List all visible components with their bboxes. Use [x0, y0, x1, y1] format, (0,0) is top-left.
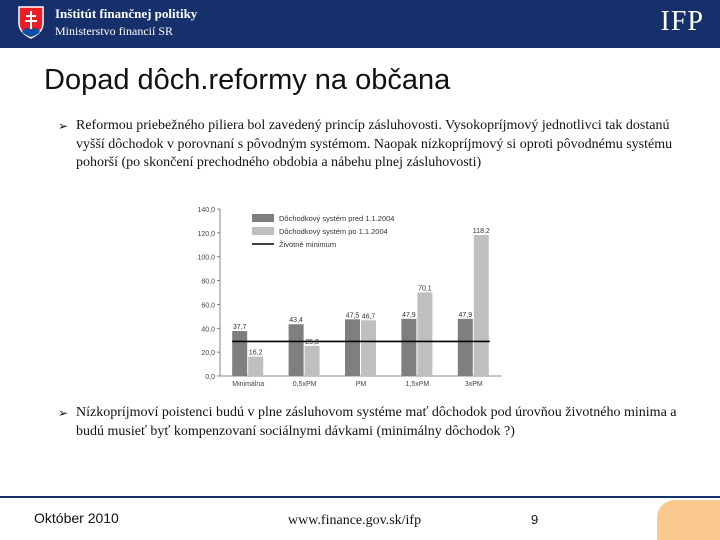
corner-decoration [657, 500, 720, 540]
data-label: 16,2 [248, 349, 263, 357]
ifp-logo: IFP [660, 6, 704, 37]
page-number: 9 [531, 512, 539, 527]
bar [232, 331, 247, 376]
y-tick-label: 80,0 [201, 278, 215, 286]
bar [417, 292, 432, 376]
data-label: 47,5 [345, 312, 360, 320]
x-tick-label: 3xPM [464, 381, 483, 388]
bar [248, 357, 263, 376]
x-tick-label: Minimálna [232, 381, 265, 388]
data-label: 43,4 [289, 317, 303, 325]
x-tick-label: 1,5xPM [405, 381, 430, 388]
data-label: 47,9 [402, 311, 416, 319]
bullet-item [58, 404, 688, 441]
legend-label: Dôchodkový systém pred 1.1.2004 [279, 214, 395, 223]
footer-date: Október 2010 [34, 510, 119, 526]
bar [401, 319, 416, 376]
y-tick-label: 100,0 [197, 254, 215, 262]
footer-url[interactable]: www.finance.gov.sk/ifp [288, 513, 422, 528]
pension-chart [190, 200, 510, 400]
x-tick-label: PM [355, 381, 367, 388]
legend-label: Životné minimum [279, 240, 337, 249]
legend-swatch [252, 214, 274, 222]
legend-label: Dôchodkový systém po 1.1.2004 [279, 227, 388, 236]
institution-name: Inštitút finančnej politiky [55, 6, 198, 21]
data-label: 37,7 [232, 324, 247, 332]
y-tick-label: 20,0 [201, 350, 215, 358]
y-tick-label: 0,0 [205, 374, 215, 381]
y-tick-label: 40,0 [201, 326, 215, 334]
legend-swatch [252, 227, 274, 235]
ministry-name: Ministerstvo financií SR [55, 24, 173, 38]
y-tick-label: 140,0 [197, 207, 215, 214]
bullet-text: Nízkopríjmoví poistenci budú v plne zásluhovom systéme mať dôchodok pod úrovňou životného minima a budú musieť byť kompenzovaní sociálnymi dávkami (minimálny dôchodok ?) [76, 405, 677, 439]
bullet-item [58, 117, 688, 173]
y-tick-label: 60,0 [201, 302, 215, 310]
data-label: 46,7 [361, 313, 376, 321]
bar [345, 319, 360, 376]
x-tick-label: 0,5xPM [292, 381, 317, 388]
bar [458, 319, 473, 376]
footer-divider [0, 496, 720, 498]
data-label: 70,1 [418, 285, 432, 293]
bullet-text: Reformou priebežného piliera bol zavedený princíp zásluhovosti. Vysokopríjmový jednotlivci tak dostanú vyšší dôchodok v porovnaní s pôvodným systémom. Naopak nízkopríjmový si oproti pôvodnému systému pohorší (po skončení prechodného obdobia a nábehu plnej zásluhovosti) [76, 118, 673, 170]
slide-title: Dopad dôch.reformy na občana [44, 64, 451, 96]
header-bar [0, 0, 720, 48]
data-label: 25,3 [305, 338, 319, 346]
bar [361, 320, 376, 376]
data-label: 118,2 [472, 228, 490, 236]
slovak-coat-of-arms-icon [17, 5, 45, 39]
bar [289, 324, 304, 376]
arrow-bullet-icon: ➢ [58, 119, 69, 133]
y-tick-label: 120,0 [197, 230, 215, 238]
bar [474, 235, 489, 376]
data-label: 47,9 [458, 311, 473, 319]
arrow-bullet-icon: ➢ [58, 406, 69, 420]
bar [305, 346, 320, 376]
